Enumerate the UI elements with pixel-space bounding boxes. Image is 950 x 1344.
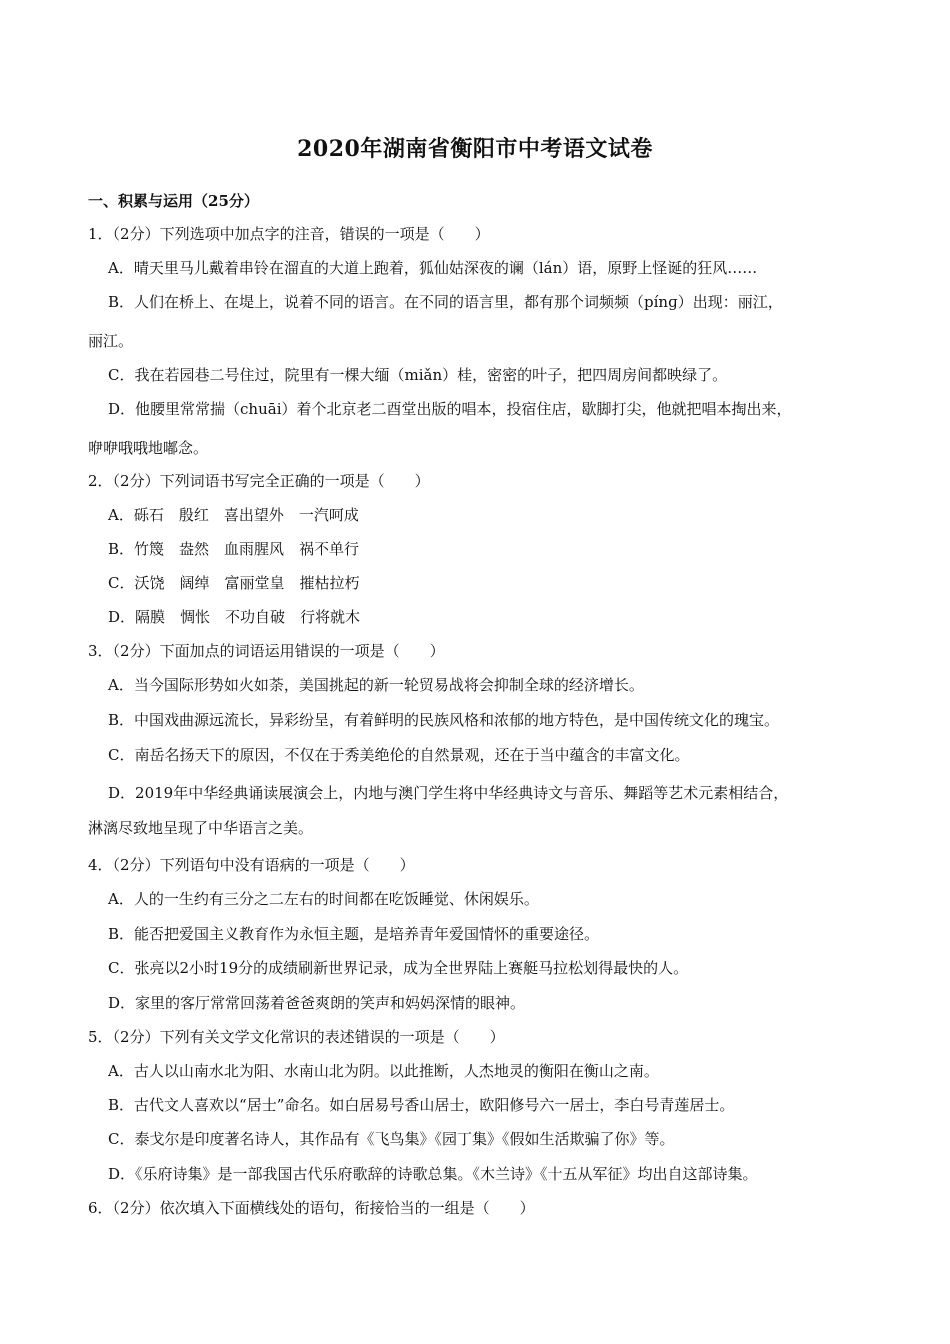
option-d: D．《乐府诗集》是一部我国古代乐府歌辞的诗歌总集。《木兰诗》《十五从军征》均出自这部诗集。	[108, 1165, 758, 1183]
option-b: B．人们在桥上、在堤上，说着不同的语言。在不同的语言里，都有那个词频频（pínɡ）出现：丽江，	[108, 293, 783, 311]
option-b: B．中国戏曲源远流长，异彩纷呈，有着鲜明的民族风格和浓郁的地方特色，是中国传统文化的瑰宝。	[108, 711, 780, 729]
option-d: D．隔膜 惆怅 不功自破 行将就木	[108, 608, 361, 626]
option-continuation: 丽江。	[88, 332, 134, 350]
option-continuation: 淋漓尽致地呈现了中华语言之美。	[88, 819, 314, 837]
option-a: A．人的一生约有三分之二左右的时间都在吃饭睡觉、休闲娱乐。	[108, 890, 539, 908]
option-d: D．家里的客厅常常回荡着爸爸爽朗的笑声和妈妈深情的眼神。	[108, 994, 526, 1012]
option-d: D．他腰里常常揣（chuāi）着个北京老二酉堂出版的唱本，投宿住店，歇脚打尖，他就把唱本掏出来，	[108, 400, 792, 418]
question-stem: 1．（2分）下列选项中加点字的注音，错误的一项是（ ）	[88, 225, 490, 243]
option-c: C．沃饶 阔绰 富丽堂皇 摧枯拉朽	[108, 574, 360, 592]
option-b: B．竹篾 盎然 血雨腥风 祸不单行	[108, 540, 360, 558]
option-d: D．2019年中华经典诵读展演会上，内地与澳门学生将中华经典诗文与音乐、舞蹈等艺术元素相结合，	[108, 784, 789, 802]
option-b: B．古代文人喜欢以“居士”命名。如白居易号香山居士，欧阳修号六一居士，李白号青莲居士。	[108, 1096, 735, 1114]
question-stem: 6．（2分）依次填入下面横线处的语句，衔接恰当的一组是（ ）	[88, 1199, 535, 1217]
option-a: A．当今国际形势如火如荼，美国挑起的新一轮贸易战将会抑制全球的经济增长。	[108, 676, 644, 694]
section-heading: 一、积累与运用（25分）	[88, 192, 259, 210]
option-a: A．古人以山南水北为阳、水南山北为阴。以此推断，人杰地灵的衡阳在衡山之南。	[108, 1062, 659, 1080]
question-stem: 2．（2分）下列词语书写完全正确的一项是（ ）	[88, 472, 430, 490]
option-continuation: 咿咿哦哦地嘟念。	[88, 439, 209, 457]
option-c: C．泰戈尔是印度著名诗人，其作品有《飞鸟集》《园丁集》《假如生活欺骗了你》等。	[108, 1130, 675, 1148]
question-stem: 4．（2分）下列语句中没有语病的一项是（ ）	[88, 856, 415, 874]
option-c: C．南岳名扬天下的原因，不仅在于秀美绝伦的自然景观，还在于当中蕴含的丰富文化。	[108, 746, 690, 764]
question-stem: 3．（2分）下面加点的词语运用错误的一项是（ ）	[88, 642, 445, 660]
page-title: 2020年湖南省衡阳市中考语文试卷	[297, 136, 653, 162]
option-c: C．我在若园巷二号住过，院里有一棵大缅（miǎn）桂，密密的叶子，把四周房间都映绿了。	[108, 366, 728, 384]
option-a: A．砾石 殷红 喜出望外 一汽呵成	[108, 506, 359, 524]
option-b: B．能否把爱国主义教育作为永恒主题，是培养青年爱国情怀的重要途径。	[108, 925, 600, 943]
question-stem: 5．（2分）下列有关文学文化常识的表述错误的一项是（ ）	[88, 1028, 505, 1046]
option-c: C．张亮以2小时19分的成绩刷新世界记录，成为全世界陆上赛艇马拉松划得最快的人。	[108, 959, 689, 977]
option-a: A．晴天里马儿戴着串铃在溜直的大道上跑着，狐仙姑深夜的谰（lán）语，原野上怪诞的狂风……	[108, 259, 758, 277]
